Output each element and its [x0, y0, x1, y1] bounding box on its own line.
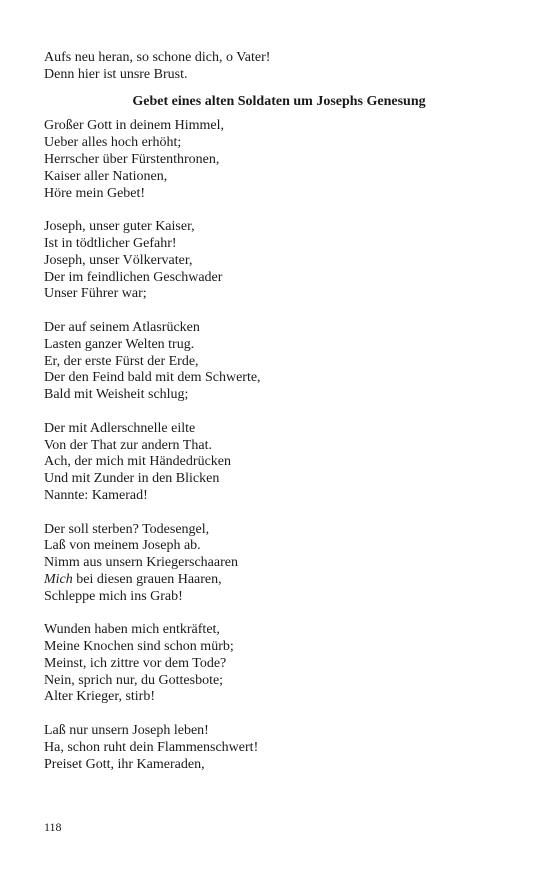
- stanza: [44, 219, 514, 303]
- stanza-gap: [44, 505, 514, 522]
- poem-line: Der mit Adlerschnelle eilte: [44, 420, 196, 436]
- page-number: 118: [44, 820, 62, 834]
- poem-line: Ach, der mich mit Händedrücken: [44, 454, 231, 470]
- poem-line: Unser Führer war;: [44, 286, 147, 302]
- stanza: [44, 421, 514, 505]
- poem: [44, 118, 514, 773]
- poem-line: Von der That zur andern That.: [44, 437, 212, 453]
- poem-line: Denn hier ist unsre Brust.: [44, 66, 188, 82]
- poem-line: Preiset Gott, ihr Kameraden,: [44, 756, 205, 772]
- poem-line: Wunden haben mich entkräftet,: [44, 622, 220, 638]
- page-body: [44, 50, 514, 773]
- opening-lines: [44, 50, 514, 84]
- poem-line: Laß nur unsern Joseph leben!: [44, 723, 209, 739]
- poem-line: Ha, schon ruht dein Flammenschwert!: [44, 739, 259, 755]
- poem-title: Gebet eines alten Soldaten um Josephs Genesung: [132, 93, 426, 109]
- poem-line: Ueber alles hoch erhöht;: [44, 135, 182, 151]
- poem-line: Lasten ganzer Welten trug.: [44, 336, 195, 352]
- poem-line: Joseph, unser Völkervater,: [44, 252, 193, 268]
- poem-line: Meinst, ich zittre vor dem Tode?: [44, 655, 227, 671]
- poem-line: Joseph, unser guter Kaiser,: [44, 219, 195, 235]
- poem-line: Ist in tödtlicher Gefahr!: [44, 235, 177, 251]
- poem-line: Alter Krieger, stirb!: [44, 689, 156, 705]
- poem-line: Nimm aus unsern Kriegerschaaren: [44, 555, 238, 571]
- stanza-gap: [44, 202, 514, 219]
- stanza-gap: [44, 404, 514, 421]
- poem-line: Laß von meinem Joseph ab.: [44, 538, 201, 554]
- poem-line: Er, der erste Fürst der Erde,: [44, 353, 199, 369]
- stanza: [44, 723, 514, 773]
- poem-line: Schleppe mich ins Grab!: [44, 588, 183, 604]
- stanza: [44, 320, 514, 404]
- poem-line: Der soll sterben? Todesengel,: [44, 521, 210, 537]
- poem-line: Herrscher über Fürstenthronen,: [44, 151, 220, 167]
- poem-line: Bald mit Weisheit schlug;: [44, 387, 189, 403]
- poem-line: Aufs neu heran, so schone dich, o Vater!: [44, 50, 271, 65]
- stanza-gap: [44, 303, 514, 320]
- poem-line: Der im feindlichen Geschwader: [44, 269, 223, 285]
- stanza: [44, 522, 514, 606]
- poem-line: Der den Feind bald mit dem Schwerte,: [44, 370, 261, 386]
- poem-line: Und mit Zunder in den Blicken: [44, 471, 220, 487]
- stanza: [44, 622, 514, 706]
- poem-line: Höre mein Gebet!: [44, 185, 146, 201]
- stanza-gap: [44, 606, 514, 623]
- poem-line: Der auf seinem Atlasrücken: [44, 319, 200, 335]
- poem-line: Großer Gott in deinem Himmel,: [44, 118, 225, 134]
- poem-line: Meine Knochen sind schon mürb;: [44, 639, 234, 655]
- poem-line: Mich bei diesen grauen Haaren,: [44, 571, 222, 587]
- italic-word: Mich: [44, 571, 73, 587]
- stanza-gap: [44, 706, 514, 723]
- stanza: [44, 118, 514, 202]
- poem-line: Nein, sprich nur, du Gottesbote;: [44, 672, 224, 688]
- poem-line: Kaiser aller Nationen,: [44, 168, 168, 184]
- poem-line: Nannte: Kamerad!: [44, 487, 148, 503]
